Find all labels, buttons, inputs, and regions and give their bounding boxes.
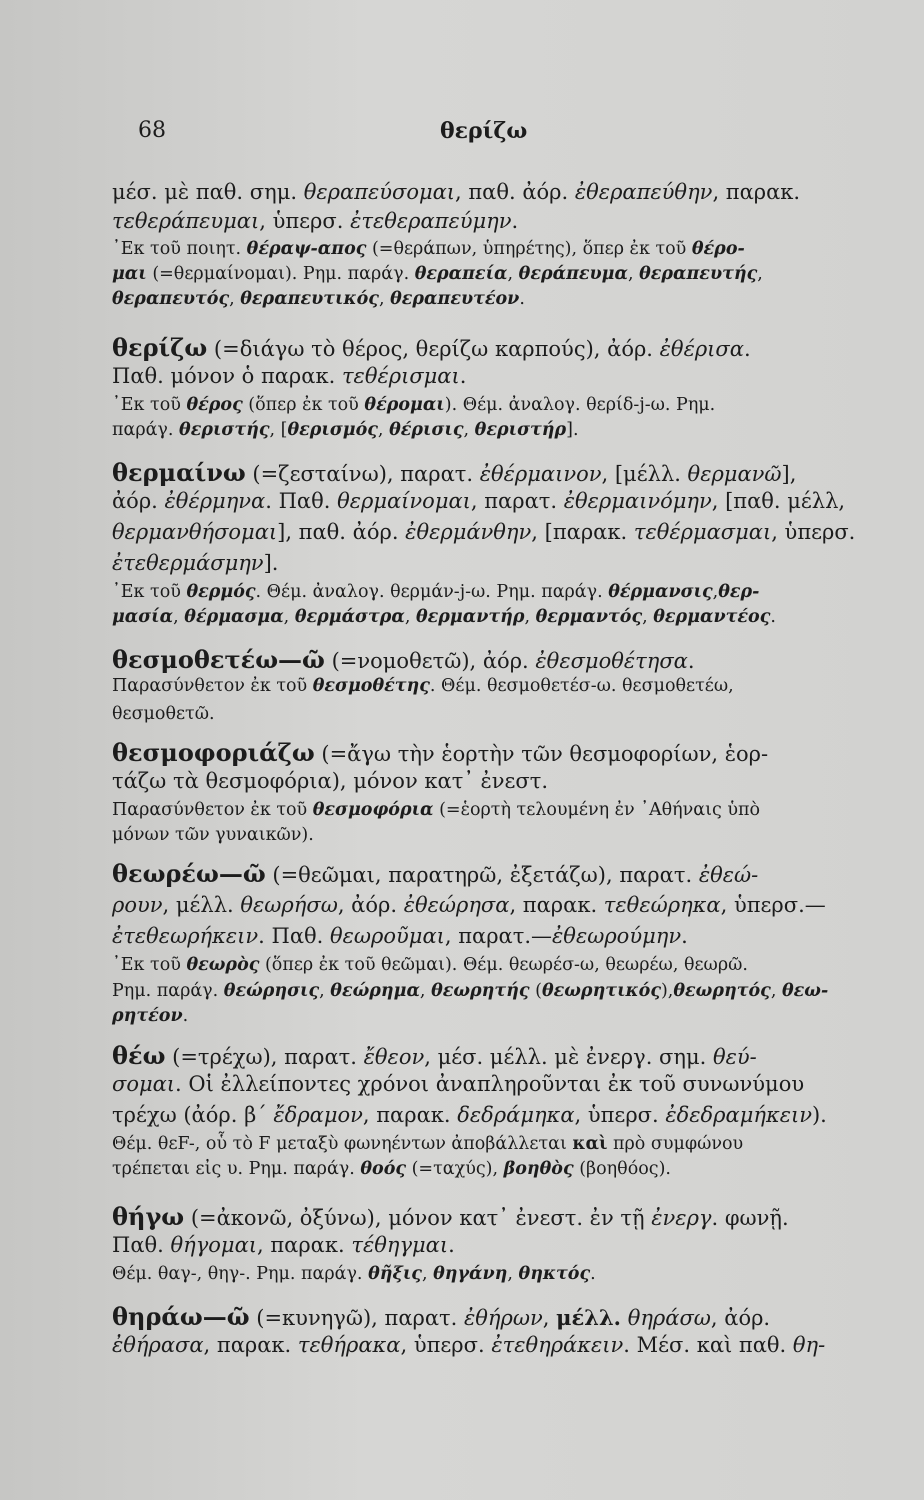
- running-head: θερίζω: [440, 118, 528, 144]
- text-line-l14: ᾿Εκ τοῦ θερμός. Θέμ. ἀναλογ. θερμάν-j-ω. Ρημ. παράγ. θέρμανσις,θερ-: [112, 582, 760, 602]
- text-line-l29: θέω (=τρέχω), παρατ. ἔθεον, μέσ. μέλλ. μὲ ἐνεργ. σημ. θεύ-: [112, 1041, 757, 1070]
- text-line-l18: θεσμοθετῶ.: [112, 704, 215, 724]
- text-line-l6: θερίζω (=διάγω τὸ θέρος, θερίζω καρπούς), ἀόρ. ἐθέρισα.: [112, 333, 751, 362]
- text-line-l8: ᾿Εκ τοῦ θέρος (ὅπερ ἐκ τοῦ θέρομαι). Θέμ. ἀναλογ. θερίδ-j-ω. Ρημ.: [112, 395, 716, 415]
- text-line-l13: ἐτεθερμάσμην].: [112, 551, 279, 575]
- text-line-l1: μέσ. μὲ παθ. σημ. θεραπεύσομαι, παθ. ἀόρ. ἐθεραπεύθην, παρακ.: [112, 180, 801, 204]
- text-line-l26: ᾿Εκ τοῦ θεωρὸς (ὅπερ ἐκ τοῦ θεῶμαι). Θέμ. θεωρέσ-ω, θεωρέω, θεωρῶ.: [112, 955, 748, 975]
- text-line-l3: ᾿Εκ τοῦ ποιητ. θέραψ-απος (=θεράπων, ὑπηρέτης), ὅπερ ἐκ τοῦ θέρο-: [112, 239, 745, 259]
- text-line-l17: Παρασύνθετον ἐκ τοῦ θεσμοθέτης. Θέμ. θεσμοθετέσ-ω. θεσμοθετέω,: [112, 676, 734, 696]
- text-line-l36: Θέμ. θαγ-, θηγ-. Ρημ. παράγ. θῆξις, θηγάνη, θηκτός.: [112, 1264, 596, 1284]
- text-line-l23: θεωρέω—ῶ (=θεῶμαι, παρατηρῶ, ἐξετάζω), παρατ. ἐθεώ-: [112, 859, 759, 888]
- text-line-l15: μασία, θέρμασμα, θερμάστρα, θερμαντήρ, θερμαντός, θερμαντέος.: [112, 607, 776, 627]
- text-line-l37: θηράω—ῶ (=κυνηγῶ), παρατ. ἐθήρων, μέλλ. θηράσω, ἀόρ.: [112, 1302, 771, 1331]
- text-line-l21: Παρασύνθετον ἐκ τοῦ θεσμοφόρια (=ἑορτὴ τελουμένη ἐν ᾿Αθήναις ὑπὸ: [112, 800, 761, 820]
- text-line-l11: ἀόρ. ἐθέρμηνα. Παθ. θερμαίνομαι, παρατ. ἐθερμαινόμην, [παθ. μέλλ,: [112, 489, 846, 513]
- text-line-l2: τεθεράπευμαι, ὑπερσ. ἐτεθεραπεύμην.: [112, 209, 519, 233]
- text-line-l30: σομαι. Οἱ ἐλλείποντες χρόνοι ἀναπληροῦνται ἐκ τοῦ συνωνύμου: [112, 1072, 805, 1096]
- text-line-l38: ἐθήρασα, παρακ. τεθήρακα, ὑπερσ. ἐτεθηράκειν. Μέσ. καὶ παθ. θη-: [112, 1333, 826, 1357]
- text-line-l4: μαι (=θερμαίνομαι). Ρημ. παράγ. θεραπεία, θεράπευμα, θεραπευτής,: [112, 264, 763, 284]
- text-line-l25: ἐτεθεωρήκειν. Παθ. θεωροῦμαι, παρατ.—ἐθεωρούμην.: [112, 924, 688, 948]
- text-line-l31: τρέχω (ἀόρ. β΄ ἔδραμον, παρακ. δεδράμηκα, ὑπερσ. ἐδεδραμήκειν).: [112, 1103, 827, 1127]
- text-line-l34: θήγω (=ἀκονῶ, ὀξύνω), μόνον κατ᾿ ἐνεστ. ἐν τῇ ἐνεργ. φωνῇ.: [112, 1202, 789, 1231]
- text-line-l32: Θέμ. θεF-, οὗ τὸ F μεταξὺ φωνηέντων ἀποβάλλεται καὶ πρὸ συμφώνου: [112, 1134, 744, 1154]
- page-number: 68: [138, 118, 166, 143]
- text-line-l28: ρητέον.: [112, 1006, 189, 1026]
- text-line-l22: μόνων τῶν γυναικῶν).: [112, 825, 314, 845]
- text-line-l20: τάζω τὰ θεσμοφόρια), μόνον κατ᾿ ἐνεστ.: [112, 769, 549, 793]
- text-line-l27: Ρημ. παράγ. θεώρησις, θεώρημα, θεωρητής (θεωρητικός),θεωρητός, θεω-: [112, 981, 829, 1001]
- text-line-l7: Παθ. μόνον ὁ παρακ. τεθέρισμαι.: [112, 364, 467, 388]
- text-line-l19: θεσμοφοριάζω (=ἄγω τὴν ἑορτὴν τῶν θεσμοφορίων, ἑορ-: [112, 738, 769, 767]
- text-line-l10: θερμαίνω (=ζεσταίνω), παρατ. ἐθέρμαινον, [μέλλ. θερμανῶ],: [112, 458, 797, 487]
- text-line-l16: θεσμοθετέω—ῶ (=νομοθετῶ), ἀόρ. ἐθεσμοθέτησα.: [112, 645, 695, 674]
- text-line-l33: τρέπεται εἰς υ. Ρημ. παράγ. θοός (=ταχύς), βοηθὸς (βοηθόος).: [112, 1159, 671, 1179]
- text-line-l24: ρουν, μέλλ. θεωρήσω, ἀόρ. ἐθεώρησα, παρακ. τεθεώρηκα, ὑπερσ.—: [112, 893, 826, 917]
- text-line-l9: παράγ. θεριστής, [θερισμός, θέρισις, θεριστήρ].: [112, 420, 579, 440]
- text-line-l12: θερμανθήσομαι], παθ. ἀόρ. ἐθερμάνθην, [παρακ. τεθέρμασμαι, ὑπερσ.: [112, 520, 856, 544]
- text-line-l35: Παθ. θήγομαι, παρακ. τέθηγμαι.: [112, 1233, 455, 1257]
- text-line-l5: θεραπευτός, θεραπευτικός, θεραπευτέον.: [112, 289, 525, 309]
